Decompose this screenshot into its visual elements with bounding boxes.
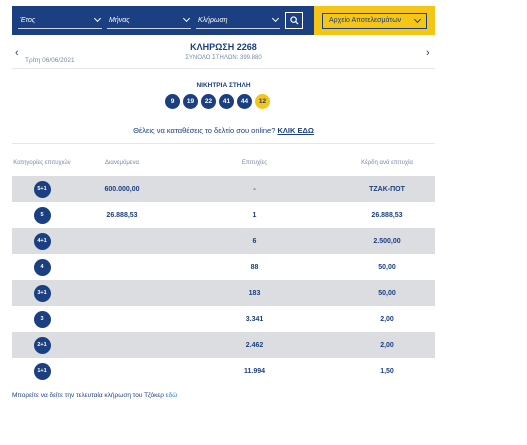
prize-cell: 2.500,00 (373, 237, 401, 245)
month-select[interactable] (107, 13, 191, 29)
prize-cell: 50,00 (378, 263, 396, 271)
table-row (12, 202, 435, 228)
winners-cell: 3.341 (245, 315, 264, 323)
prize-cell: 26.888,53 (371, 211, 403, 219)
online-prompt (0, 126, 447, 135)
online-prompt-text: Θέλεις να καταθέσεις το δελτίο σου online? (133, 126, 276, 135)
archive-select-label: Αρχείο Αποτελεσμάτων (329, 17, 402, 24)
winners-cell: 1 (252, 211, 257, 219)
table-row (12, 176, 435, 202)
chevron-down-icon (94, 15, 101, 22)
last-draw-note (12, 392, 177, 399)
year-select[interactable] (18, 13, 102, 29)
number-ball: 41 (219, 94, 234, 109)
table-row (12, 306, 435, 332)
pool-cell (72, 254, 172, 280)
category-badge: 2+1 (34, 337, 51, 354)
number-ball: 9 (165, 94, 180, 109)
last-draw-link[interactable]: εδώ (165, 392, 178, 399)
archive-select[interactable] (322, 13, 427, 29)
search-icon (290, 16, 299, 25)
table-row (12, 358, 435, 384)
draw-title: ΚΛΗΡΩΣΗ 2268 (190, 42, 257, 52)
joker-ball: 12 (255, 94, 270, 109)
online-link[interactable]: ΚΛΙΚ ΕΔΩ (277, 126, 314, 135)
archive-panel (314, 6, 435, 35)
table-header (12, 150, 435, 176)
draw-select-label: Κλήρωση (198, 17, 228, 24)
winners-cell: 11.994 (243, 367, 266, 375)
divider (12, 68, 435, 69)
filter-bar (12, 6, 435, 35)
prize-cell: 2,00 (380, 315, 394, 323)
pool-cell (72, 280, 172, 306)
winning-column-label: ΝΙΚΗΤΡΙΑ ΣΤΗΛΗ (196, 82, 251, 89)
category-badge: 3 (34, 311, 51, 328)
chevron-down-icon (183, 15, 190, 22)
category-badge: 5 (34, 207, 51, 224)
last-draw-text: Μπορείτε να δείτε την τελευταία κλήρωση του Τζόκερ (12, 392, 164, 399)
month-select-label: Μήνας (109, 17, 130, 24)
number-ball: 22 (201, 94, 216, 109)
header-category: Κατηγορίες επιτυχιών (13, 159, 71, 166)
prize-cell: 2,00 (380, 341, 394, 349)
search-button[interactable] (285, 12, 303, 29)
year-select-label: Έτος (20, 17, 36, 24)
prize-cell: ΤΖΑΚ-ΠΟΤ (369, 185, 405, 193)
category-badge: 5+1 (34, 181, 51, 198)
pool-cell (72, 228, 172, 254)
winners-cell: 88 (250, 263, 259, 271)
winners-cell: - (253, 185, 256, 193)
winning-numbers (165, 94, 270, 109)
table-row (12, 280, 435, 306)
number-ball: 19 (183, 94, 198, 109)
prize-cell: 50,00 (378, 289, 396, 297)
total-columns: ΣΥΝΟΛΟ ΣΤΗΛΩΝ: 399.880 (185, 55, 262, 61)
category-badge: 4 (34, 259, 51, 276)
draw-date: Τρίτη 06/06/2021 (25, 57, 75, 64)
number-ball: 44 (237, 94, 252, 109)
pool-cell: 600.000,00 (104, 185, 140, 193)
pool-cell (72, 306, 172, 332)
winners-cell: 6 (252, 237, 257, 245)
header-pool: Διανεμόμενα (105, 159, 139, 166)
pool-cell (72, 332, 172, 358)
prize-cell: 1,50 (380, 367, 394, 375)
prize-table (12, 150, 435, 384)
divider (12, 143, 435, 144)
category-badge: 3+1 (34, 285, 51, 302)
prev-draw-arrow[interactable]: ‹ (15, 47, 19, 59)
category-badge: 1+1 (34, 363, 51, 380)
table-row (12, 254, 435, 280)
draw-select[interactable] (196, 13, 280, 29)
header-prize: Κέρδη ανά επιτυχία (361, 159, 413, 166)
winners-cell: 2.462 (245, 341, 264, 349)
header-winners: Επιτυχίες (241, 159, 268, 166)
chevron-down-icon (272, 15, 279, 22)
chevron-down-icon (414, 15, 421, 22)
table-row (12, 228, 435, 254)
pool-cell (72, 358, 172, 384)
table-row (12, 332, 435, 358)
winners-cell: 183 (248, 289, 261, 297)
category-badge: 4+1 (34, 233, 51, 250)
next-draw-arrow[interactable]: › (426, 47, 430, 59)
pool-cell: 26.888,53 (106, 211, 138, 219)
